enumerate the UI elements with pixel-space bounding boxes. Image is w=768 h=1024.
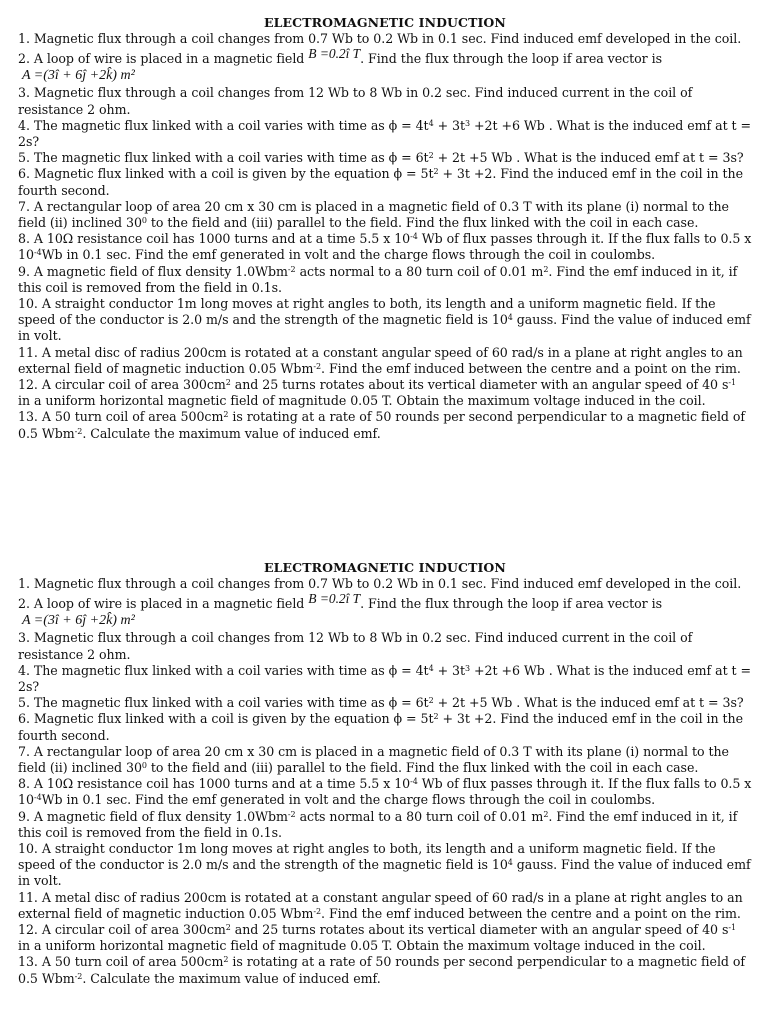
question-text: in a uniform horizontal magnetic field of magnitude 0.05 T. Obtain the maximum voltage induced in the coil. bbox=[18, 938, 706, 954]
question-text: and 25 turns rotates about its vertical diameter with an angular speed of 40 s bbox=[230, 922, 729, 938]
question-text: 1. Magnetic flux through a coil changes from 0.7 Wb to 0.2 Wb in 0.1 sec. Find induced emf developed in the coil. bbox=[18, 576, 742, 591]
question-text: is rotating at a rate of 50 rounds per second perpendicular to a magnetic field of 0.5 Wbm bbox=[18, 409, 746, 441]
exponent: 2 bbox=[543, 264, 549, 274]
question-text: 2. A loop of wire is placed in a magnetic field bbox=[18, 596, 305, 612]
question-text: 7. A rectangular loop of area 20 cm x 30 cm is placed in a magnetic field of 0.3 T with its plane (i) normal to the field (ii) inclined 30 bbox=[18, 743, 729, 776]
question-5 bbox=[18, 150, 752, 166]
question-text: Wb of flux passes through it. If the flux falls to 0.5 x 10 bbox=[18, 231, 752, 263]
question-4 bbox=[18, 118, 752, 150]
question-4 bbox=[18, 663, 752, 695]
exponent: 2 bbox=[543, 809, 549, 819]
question-text: gauss. Find the value of induced emf in volt. bbox=[18, 857, 751, 889]
exponent: -1 bbox=[728, 378, 737, 388]
question-text: 8. A 10Ω resistance coil has 1000 turns and at a time 5.5 x 10 bbox=[18, 231, 411, 247]
question-text: 2. A loop of wire is placed in a magnetic field bbox=[18, 51, 305, 67]
question-text: 3. Magnetic flux through a coil changes from 12 Wb to 8 Wb in 0.2 sec. Find induced current in the coil of resistance 2 ohm. bbox=[18, 630, 693, 662]
worksheet-title: ELECTROMAGNETIC INDUCTION bbox=[264, 560, 506, 575]
question-7 bbox=[18, 744, 752, 776]
question-text: Wb in 0.1 sec. Find the emf generated in volt and the charge flows through the coil in coulombs. bbox=[41, 247, 656, 263]
question-text: is rotating at a rate of 50 rounds per second perpendicular to a magnetic field of 0.5 Wbm bbox=[18, 954, 746, 986]
exponent: -1 bbox=[728, 923, 737, 933]
question-10 bbox=[18, 296, 752, 345]
exponent: -4 bbox=[33, 248, 42, 258]
question-text: to the field and (iii) parallel to the field. Find the flux linked with the coil in each case. bbox=[146, 215, 699, 231]
question-text: 5. The magnetic flux linked with a coil varies with time as ϕ = 6t bbox=[18, 150, 429, 166]
question-text: 9. A magnetic field of flux density 1.0Wbm bbox=[18, 263, 288, 279]
exponent: 4 bbox=[507, 313, 513, 323]
exponent: 2 bbox=[225, 378, 231, 388]
question-12 bbox=[18, 377, 752, 409]
exponent: -2 bbox=[287, 264, 296, 274]
question-1 bbox=[18, 576, 752, 592]
worksheet-bottom bbox=[18, 560, 752, 987]
exponent: -4 bbox=[33, 793, 42, 803]
question-1 bbox=[18, 31, 752, 47]
question-11 bbox=[18, 890, 752, 922]
exponent: 4 bbox=[507, 858, 513, 868]
question-text: 4. The magnetic flux linked with a coil varies with time as ϕ = 4t bbox=[18, 117, 429, 133]
question-8 bbox=[18, 231, 752, 263]
question-text: and 25 turns rotates about its vertical diameter with an angular speed of 40 s bbox=[230, 377, 729, 393]
question-text: 8. A 10Ω resistance coil has 1000 turns and at a time 5.5 x 10 bbox=[18, 776, 411, 792]
question-6 bbox=[18, 711, 752, 743]
question-13 bbox=[18, 954, 752, 986]
question-text: 6. Magnetic flux linked with a coil is given by the equation ϕ = 5t bbox=[18, 711, 434, 727]
question-text: +2t +6 Wb . What is the induced emf at t = 2s? bbox=[18, 662, 752, 695]
question-text: 5. The magnetic flux linked with a coil varies with time as ϕ = 6t bbox=[18, 695, 429, 711]
question-13 bbox=[18, 409, 752, 441]
exponent: -2 bbox=[313, 906, 322, 916]
question-text: Wb of flux passes through it. If the flux falls to 0.5 x 10 bbox=[18, 776, 752, 808]
area-vector-equation: A =(3î + 6ĵ +2k̂) m² bbox=[22, 613, 135, 629]
exponent: 0 bbox=[141, 216, 147, 226]
question-text: acts normal to a 80 turn coil of 0.01 m bbox=[295, 808, 544, 824]
question-text: 7. A rectangular loop of area 20 cm x 30 cm is placed in a magnetic field of 0.3 T with its plane (i) normal to the field (ii) inclined 30 bbox=[18, 198, 729, 231]
exponent: -4 bbox=[410, 777, 418, 787]
question-text: . Find the emf induced in it, if this coil is removed from the field in 0.1s. bbox=[18, 263, 738, 295]
exponent: -2 bbox=[313, 361, 322, 371]
question-12 bbox=[18, 922, 752, 954]
question-text: 13. A 50 turn coil of area 500cm bbox=[18, 954, 224, 970]
question-text: + 3t +2. Find the induced emf in the coil in the fourth second. bbox=[18, 166, 744, 198]
exponent: 2 bbox=[223, 410, 229, 420]
question-text: 3. Magnetic flux through a coil changes from 12 Wb to 8 Wb in 0.2 sec. Find induced current in the coil of resistance 2 ohm. bbox=[18, 85, 693, 117]
exponent: 2 bbox=[428, 151, 434, 161]
exponent: 2 bbox=[433, 167, 439, 177]
exponent: 2 bbox=[225, 923, 231, 933]
question-11 bbox=[18, 345, 752, 377]
question-text: + 2t +5 Wb . What is the induced emf at t = 3s? bbox=[433, 150, 744, 166]
exponent: 0 bbox=[141, 761, 147, 771]
exponent: -2 bbox=[74, 426, 83, 436]
question-text: + 3t bbox=[433, 662, 466, 678]
question-text: + 3t +2. Find the induced emf in the coil in the fourth second. bbox=[18, 711, 744, 743]
exponent: 2 bbox=[428, 696, 434, 706]
question-text: . Find the emf induced between the centre and a point on the rim. bbox=[321, 360, 741, 376]
magnetic-field-vector: B =0.2î T bbox=[308, 46, 361, 62]
question-text: Wb in 0.1 sec. Find the emf generated in volt and the charge flows through the coil in coulombs. bbox=[41, 792, 656, 808]
question-text: . Find the flux through the loop if area vector is bbox=[360, 51, 662, 67]
question-text: . Find the emf induced between the centre and a point on the rim. bbox=[321, 905, 741, 921]
worksheet-title: ELECTROMAGNETIC INDUCTION bbox=[264, 15, 506, 30]
question-text: in a uniform horizontal magnetic field of magnitude 0.05 T. Obtain the maximum voltage induced in the coil. bbox=[18, 393, 706, 409]
question-text: 1. Magnetic flux through a coil changes from 0.7 Wb to 0.2 Wb in 0.1 sec. Find induced emf developed in the coil. bbox=[18, 31, 742, 46]
exponent: 2 bbox=[433, 712, 439, 722]
exponent: 3 bbox=[465, 663, 471, 673]
magnetic-field-vector: B =0.2î T bbox=[308, 591, 361, 607]
question-text: + 3t bbox=[433, 117, 466, 133]
exponent: 4 bbox=[428, 118, 434, 128]
question-text: 9. A magnetic field of flux density 1.0Wbm bbox=[18, 808, 288, 824]
question-text: + 2t +5 Wb . What is the induced emf at t = 3s? bbox=[433, 695, 744, 711]
question-9 bbox=[18, 809, 752, 841]
question-2 bbox=[18, 46, 752, 67]
question-3 bbox=[18, 630, 752, 662]
question-2 bbox=[18, 591, 752, 612]
question-text: . Calculate the maximum value of induced emf. bbox=[82, 425, 381, 441]
exponent: -2 bbox=[74, 971, 83, 981]
question-6 bbox=[18, 166, 752, 198]
question-8 bbox=[18, 776, 752, 808]
question-3 bbox=[18, 85, 752, 117]
question-10 bbox=[18, 841, 752, 890]
worksheet-top bbox=[18, 15, 752, 442]
exponent: 2 bbox=[223, 955, 229, 965]
area-vector-equation: A =(3î + 6ĵ +2k̂) m² bbox=[22, 68, 135, 84]
question-text: 6. Magnetic flux linked with a coil is given by the equation ϕ = 5t bbox=[18, 166, 434, 182]
question-text: gauss. Find the value of induced emf in volt. bbox=[18, 312, 751, 344]
question-text: 12. A circular coil of area 300cm bbox=[18, 377, 226, 393]
question-text: . Find the emf induced in it, if this coil is removed from the field in 0.1s. bbox=[18, 808, 738, 840]
question-text: 11. A metal disc of radius 200cm is rotated at a constant angular speed of 60 rad/s in a plane at right angles to an external field of magnetic induction 0.05 Wbm bbox=[18, 889, 743, 921]
question-text: +2t +6 Wb . What is the induced emf at t = 2s? bbox=[18, 117, 752, 150]
question-text: 13. A 50 turn coil of area 500cm bbox=[18, 409, 224, 425]
question-text: 10. A straight conductor 1m long moves at right angles to both, its length and a uniform magnetic field. If the speed of the conductor is 2.0 m/s and the strength of the magnetic field is 10 bbox=[18, 841, 716, 873]
question-text: acts normal to a 80 turn coil of 0.01 m bbox=[295, 263, 544, 279]
exponent: -4 bbox=[410, 232, 418, 242]
question-text: to the field and (iii) parallel to the field. Find the flux linked with the coil in each case. bbox=[146, 760, 699, 776]
question-text: 4. The magnetic flux linked with a coil varies with time as ϕ = 4t bbox=[18, 662, 429, 678]
question-5 bbox=[18, 695, 752, 711]
question-text: . Find the flux through the loop if area vector is bbox=[360, 596, 662, 612]
question-7 bbox=[18, 199, 752, 231]
question-text: 10. A straight conductor 1m long moves at right angles to both, its length and a uniform magnetic field. If the speed of the conductor is 2.0 m/s and the strength of the magnetic field is 10 bbox=[18, 296, 716, 328]
question-text: . Calculate the maximum value of induced emf. bbox=[82, 970, 381, 986]
exponent: 4 bbox=[428, 663, 434, 673]
question-text: 11. A metal disc of radius 200cm is rotated at a constant angular speed of 60 rad/s in a plane at right angles to an external field of magnetic induction 0.05 Wbm bbox=[18, 344, 743, 376]
exponent: -2 bbox=[287, 809, 296, 819]
exponent: 3 bbox=[465, 118, 471, 128]
question-9 bbox=[18, 264, 752, 296]
question-text: 12. A circular coil of area 300cm bbox=[18, 922, 226, 938]
